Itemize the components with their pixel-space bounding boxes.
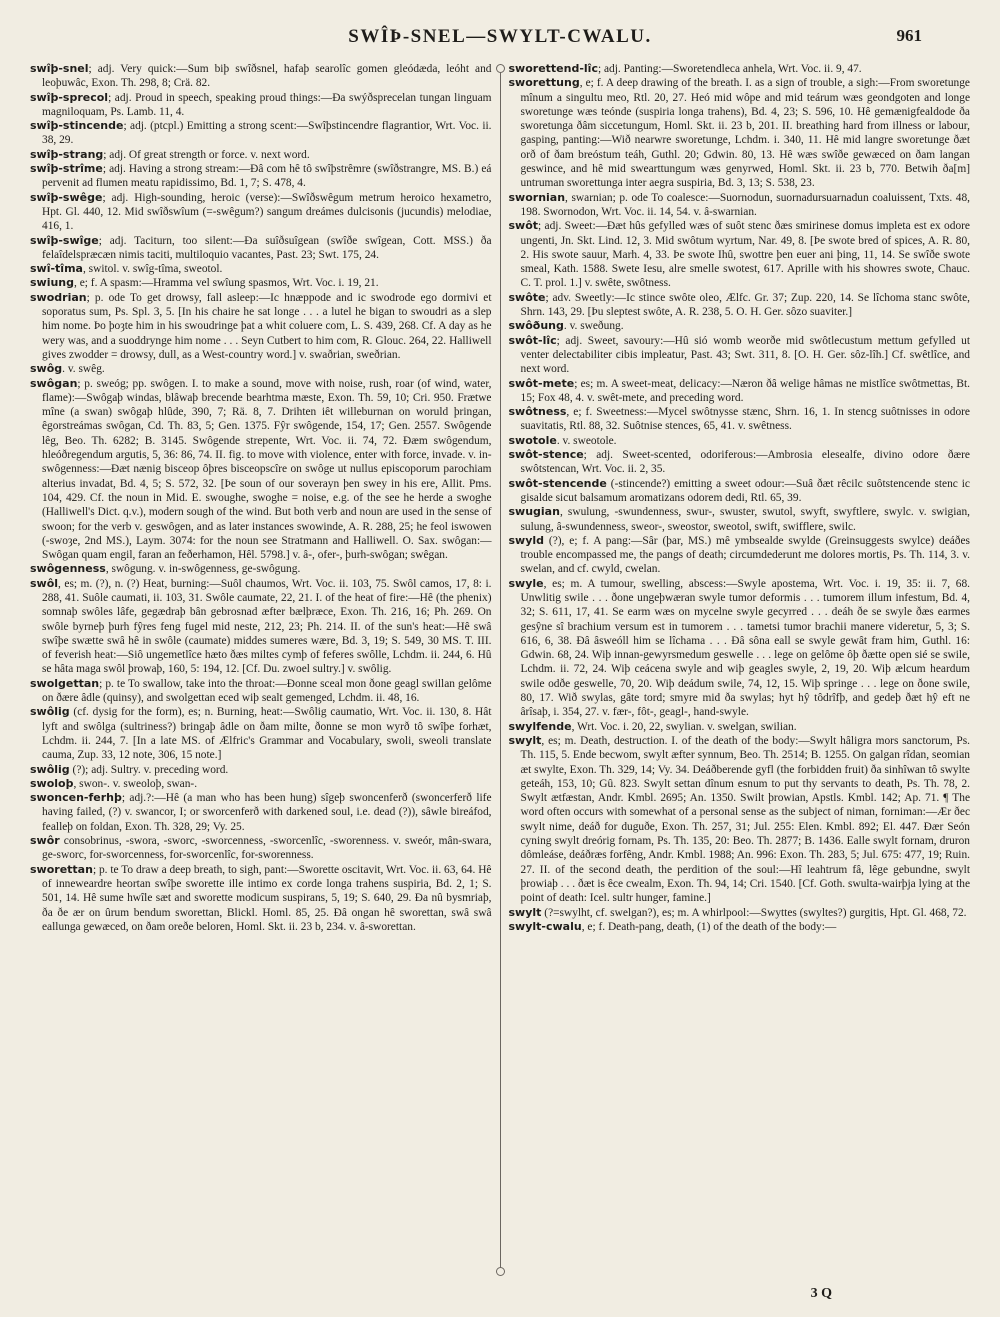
dictionary-entry [509,720,971,734]
entry-headword: swôt-stencende [508,476,607,490]
entry-headword: swôgan [30,376,78,390]
entry-definition: , e; f. Sweetness:—Mycel swôtnysse stænc, Shrn. 16, 1. In stencg suôtnisses in odore suavitatis, Rtl. 88, 32. Suôtnise stences, 65, 41. v. swêtness. [520,406,970,433]
entry-headword: swîþ-swêge [30,190,103,204]
entry-definition: ; p. ode To get drowsy, fall asleep:—Ic hnæppode and ic swodrode ego dormivi et soporatus sum, Ps. Spl. 3, 5. [In his chaire he sat longe . . . a lutel he bigan to swoudri as a slep him nome. Þo þoȝte him in his swoudringe þat a whit coluere com, L. S. 439, 268. Cf. A day as he wery was, and a suoddrynge him nome . . . Seyn Cutbert to him com, R. Glouc. 264, 22. Halliwell gives zwodder = drowsy, dull, as a West-country word.] v. swaðrian, sweðrian. [42,291,492,361]
dictionary-entry [30,276,492,290]
dictionary-entry [30,763,492,777]
dictionary-entry [509,291,971,320]
dictionary-entry [509,405,971,434]
entry-definition: ; p. sweóg; pp. swôgen. I. to make a sound, move with noise, rush, roar (of wind, water, flame):—Swôgaþ windas, blâwaþ brecende bearhtma mæste, Exon. Th. 59, 10; Cri. 950. Frætwe mîne (a swan) swôgaþ hlûde, 390, 7; Rä. 8, 7. Drihten iêt willeburnan on woruld þringan, êgorstreámas swôgan, Cd. Th. 83, 5; Gen. 1375. Fŷr swôgende, 154, 17; Gen. 2557. Swôgende lêg, Beo. Th. 6282; B. 3145. Swôgende strepente, Wrt. Voc. ii. 74, 72. Ðæm swôgendum, hleóðregendum argutis, 5, 36: 86, 74. II. fig. to move with violence, enter with force, invade. v. in-swôgenness:—Ðæt nænig bisceop ôþres bisceopscîre on swôge ut nullus episcoporum parochiam alterius invadat, Bd. 4, 5; S. 572, 32. [Þe soun of our soverayn þen swey in his ere, Allit. Pms. 104, 429. Cf. the noun in Mid. E. swoughe, swoghe = noise, e.g. of the see he herde a swoghe (Halliwell's Dict. q.v.), modern sough of the wind. But both verb and noun are used in the sense of swoon; for the verb v. geswôgen, and as later instances swowinde, A. R. 288, 25; he feol iswowen (-swoȝe, 2nd MS.), Laym. 3074: for the noun see Stratmann and Halliwell. O. Sax. swôgan:—Swôgan quam engil, faran an feðerhamon, Hêl. 5798.] v. â-, ofer-, þurh-swôgan; swêgan. [42,377,492,562]
entry-definition: , e; f. A spasm:—Hramma vel swîung spasmos, Wrt. Voc. i. 19, 21. [74,277,379,290]
entry-headword: swyle [508,576,544,590]
entry-definition: consobrinus, -swora, -sworc, -sworcenness, -sworcenlîc, -sworenness. v. sweór, mân-swara, ge-sworc, for-sworcenness, for-sworcenlîc, for-sworenness. [42,835,492,862]
dictionary-entry [30,362,492,376]
entry-headword: sworettend-lîc [508,62,598,75]
entry-headword: swylfende [508,719,572,733]
entry-definition: . v. sweðung. [563,320,624,333]
entry-definition: ; adv. Sweetly:—Ic stince swôte oleo, Ælfc. Gr. 37; Zup. 220, 14. Se lîchoma stanc swôte, Shrn. 143, 29. [Þu sleptest swôte, A. R. 238, 5. O. H. Ger. sôzo suaviter.] [520,291,970,319]
entry-definition: ; adj. (ptcpl.) Emitting a strong scent:—Swîþstincendre flagrantior, Wrt. Voc. ii. 38, 29. [42,120,492,147]
entry-headword: swiung [30,276,75,290]
dictionary-entry [30,148,492,162]
entry-headword: swyld [508,533,545,547]
entry-definition: ; adj. Panting:—Sworetendleca anhela, Wrt. Voc. ii. 9, 47. [597,63,862,75]
signature-mark: 3 Q [810,1286,832,1301]
dictionary-entry [509,62,971,76]
entry-headword: swîþ-strang [30,147,104,161]
entry-definition: , swon-. v. sweoloþ, swan-. [73,777,198,790]
entry-definition: , switol. v. swîg-tîma, sweotol. [82,263,223,276]
entry-definition: , es; m. A tumour, swelling, abscess:—Swyle apostema, Wrt. Voc. i. 19, 35: ii. 7, 68. Unwlitig swile . . . ðone ungeþwæran swyle tumor deformis . . . tumorem illum infestum, Bd. 4, 32; S. 611, 17, 41. Se earm wæs on mycelne swyle gecyrred . . . deáh ðe se swyle ðæs earmes gesŷne sî brachium versum est in tumorem . . . tametsi tumor brachii manere videretur, 5, 3; S. 616, 6, 38. Ðâ âsweóll him se lîchama . . . Ðâ sôna eall se swyle gewât fram him, Guthl. 16: Gdwin. 68, 24. Wiþ innan-gewyrsmedum geswelle . . . lege on gelôme ôþ ðætte open sié se swile, Lchdm. ii. 72, 24. Wiþ ceácena swyle and wiþ geagles swyle, 2, 19, 20. Wiþ ælcum heardum swile odðe geswelle, 70, 20. Wiþ deádum swile, 74, 12, 15. Wiþ springe . . . lege on ðone swile, 80, 17. Wið swylas, gâte tord; smyre mid ða swylas; hyt hŷ tôdrîfþ, and gedeþ ðæt hŷ eft ne ârîsaþ, i. 354, 27. v. fær-, fôt-, geagl-, hand-swyle. [520,577,970,719]
dictionary-entry [509,191,971,220]
entry-definition: ; p. te To swallow, take into the throat:—Ðonne sceal mon ðone geagl swillan gelôme on ðære âdle (quinsy), and swolgettan eced wiþ sealt gemenged, Lchdm. ii. 48, 16. [42,677,492,705]
entry-definition: , es; m. (?), n. (?) Heat, burning:—Suôl chaumos, Wrt. Voc. ii. 103, 75. Swôl camos, 17, 8: i. 288, 41. Suôle caumati, ii. 103, 31. Swôle caumate, 22, 21. I. of the heat of fire:—Hê (the phenix) somnaþ swôles lâfe, gegædraþ bân gebrosnad æfter bælþræce, Exon. Th. 216, 16; Ph. 269. On swôle byrneþ þurh fŷres feng fugel mid neste, 212, 23; Ph. 214. II. of the sun's heat:—Hê swâ swîþe swætte swâ hê in swôle (caumate) middes sumeres wære, Bd. 3, 19; S. 549, 30 MS. T. III. of feverish heat:—Siô ungemetlîce hæto ðæs miltes cymþ of feferes swôlle, Lchdm. ii. 244, 6. Hû se hâta maga swôl þrowaþ, 160, 5: 194, 12. [Cf. Du. zwoel sultry.] v. swôlig. [42,577,492,676]
dictionary-entry [509,906,971,920]
dictionary-entry [30,191,492,234]
entry-headword: swîþ-sprecol [30,90,109,104]
entry-headword: swîþ-stincende [30,119,124,133]
entry-definition: ; adj. Very quick:—Sum biþ swîðsnel, hafaþ searolîc gomen gleódæda, leóht and leoþuwâc, Exon. Th. 298, 8; Crä. 82. [42,63,492,90]
entry-definition: , swulung, -swundenness, swur-, swuster, swutol, swyft, swyftlere, swylc. v. swigian, sulung, â-swundenness, sweor-, sweostor, sweotol, swift, swifflere, swilc. [520,506,970,533]
entry-headword: sworettung [508,76,580,90]
dictionary-entry [30,577,492,677]
dictionary-entry [30,863,492,934]
entry-headword: swugian [508,505,560,519]
entry-definition: (-stincende?) emitting a sweet odour:—Suâ ðæt rêcilc suôtstencende stenc ic gisalde sicut balsamum aromatizans odorem dedi, Rtl. 65, 39. [520,477,970,504]
dictionary-entry [30,119,492,148]
entry-headword: swôte [508,290,546,304]
entry-definition: (?=swylht, cf. swelgan?), es; m. A whirlpool:—Swyttes (swyltes?) gurgitis, Hpt. Gl. 468, 72. [541,906,967,919]
entry-headword: swî-tîma [30,262,83,276]
dictionary-entry [509,219,971,290]
entry-definition: ; adj.?:—Hê (a man who has been hung) sîgeþ swoncenferð (swoncerferð life having failed, (?) v. swancor, I; or sworcenferð with darkened soul, i.e. dead (?)), sâwle bireáfod, fealleþ on foldan, Exon. Th. 328, 29; Vy. 25. [42,792,492,833]
entry-definition: . v. swêg. [62,363,105,376]
dictionary-entry [509,477,971,506]
dictionary-entry [509,434,971,448]
entry-headword: swôtness [508,405,567,419]
entry-definition: ; adj. Taciturn, too silent:—Ða suîðsuîgean (swîðe swîgean, Cott. MSS.) ða felaîdelspræcæn nimis taciti, multiloquio vacantes, Past. 23; Swt. 175, 24. [42,234,492,261]
entry-headword: swîþ-snel [30,62,89,75]
entry-headword: swôt-lîc [508,333,557,347]
dictionary-entry [30,91,492,120]
entry-headword: swylt [508,905,542,919]
entry-headword: swôt-stence [508,448,584,462]
dictionary-entry [30,677,492,706]
entry-definition: ; adj. Proud in speech, speaking proud things:—Ða swýðsprecelan tungan linguam magniloquam, Ps. Lamb. 11, 4. [42,91,492,118]
entry-definition: , e; f. Death-pang, death, (1) of the death of the body:— [581,920,837,933]
entry-headword: swoncen-ferhþ [30,791,122,805]
entry-definition: , e; f. A deep drawing of the breath. I. as a sign of trouble, a sigh:—From sworetunge mînum a singultu meo, Rtl. 20, 27. Heó mid wôpe and mid teárum wæs geondgoten and longe sworetunge wæs teónde (suspiria longa trahens), Bd. 4, 23; S. 596, 10. Hê gemænigfealdode ða sworetunga ðâm siccetungum, Homl. Skt. ii. 23 b, 201. II. breathing hard from illness or labour, gasping, panting:—Wið nearwre sworetunge, Lchdm. i. 340, 11. Hê mid langre sworetunge ðæt orð of ðam breóstum teáh, Guthl. 20; Gdwin. 80, 13. Hê wæs swîðe gewæced on ðam langan geswince, and hê mid swearttungum wæs genyrwed, Homl. Skt. ii. 23 b, 770. Betwih ða[m] untruman sworettunga inter aegra suspiria, Bd. 3, 13; S. 538, 23. [520,77,970,190]
entry-headword: swôðung [508,319,564,333]
entry-definition: ; es; m. A sweet-meat, delicacy:—Næron ðâ welige hâmas ne mistlîce swôtmettas, Bt. 15; Fox 48, 4. v. swêt-mete, and preceding word. [520,377,970,404]
dictionary-entry [509,920,971,934]
dictionary-entry [30,377,492,563]
entry-definition: (?), e; f. A pang:—Sâr (þar, MS.) mê ymbsealde swylde (Greinsuggests swylce) deáðes trouble encompassed me, the pangs of death; circumdederunt me dolores mortis, Ps. Th. 114, 3. v. swelan, and cf. cwyld, cwelan. [520,534,970,576]
entry-headword: swôt-mete [508,376,575,390]
dictionary-entry [30,791,492,834]
two-column-body [30,62,970,1280]
entry-definition: , swarnian; p. ode To coalesce:—Suornodun, suornadursuarnadun coaluissent, Txts. 48, 198. Swornodon, Wrt. Voc. ii. 14, 54. v. â-swarnian. [520,191,970,218]
dictionary-entry [509,505,971,534]
dictionary-entry [509,534,971,577]
entry-definition: ; adj. High-sounding, heroic (verse):—Swîðswêgum metrum heroico hexametro, Hpt. Gl. 440, 12. Mid swîðswîum (=-swêgum?) sangum dreámes dulcisonis (jucundis) melodiae, 416, 1. [42,191,492,233]
entry-headword: sworettan [30,862,93,876]
dictionary-entry [30,777,492,791]
left-column [30,62,500,1280]
dictionary-entry [509,319,971,333]
dictionary-entry [509,577,971,720]
entry-definition: (cf. dysig for the form), es; n. Burning, heat:—Swôlig caumatio, Wrt. Voc. ii. 130, 8. Hât lyft and swôlga (sultriness?) bringaþ âdle on ðam milte, ðonne se mon wyrð tô swîþe forhæt, Lchdm. ii. 244, 7. [In a late MS. of Ælfric's Grammar and Vocabulary, swoli, sweoli translate cauma, Zup. 33, 12 note, 306, 15 note.] [42,706,492,762]
entry-definition: ; adj. Sweet-scented, odoriferous:—Ambrosia elesealfe, divino odore ðære swôtstencan, Wrt. Voc. ii. 2, 35. [520,449,970,476]
page-number: 961 [896,26,922,45]
entry-definition: , Wrt. Voc. i. 20, 22, swylian. v. swelgan, swilian. [571,720,797,733]
dictionary-entry [30,262,492,276]
entry-headword: swoloþ [30,776,74,790]
entry-headword: swôt [508,219,539,233]
dictionary-entry [30,291,492,362]
dictionary-entry [30,834,492,863]
entry-headword: swotole [508,433,557,447]
entry-headword: swylt-cwalu [508,919,582,933]
dictionary-entry [30,62,492,91]
right-column [501,62,971,1280]
entry-definition: , swôgung. v. in-swôgenness, ge-swôgung. [105,563,301,576]
entry-headword: swôr [30,834,60,848]
entry-definition: (?); adj. Sultry. v. preceding word. [69,763,229,776]
dictionary-entry [509,448,971,477]
entry-headword: swôlig [30,705,70,719]
dictionary-entry [30,234,492,263]
entry-headword: swîþ-swîge [30,233,99,247]
dictionary-entry [30,562,492,576]
dictionary-entry [509,76,971,190]
dictionary-entry [30,162,492,191]
entry-headword: swôlig [30,762,70,776]
entry-definition: ; adj. Sweet, savoury:—Hû sió womb weorðe mid swôtlecustum mettum gefylled ut venter delectabiliter cibis impleatur, Past. 43; Swt. 311, 8. [O. H. Ger. sôz-lîh.] Cf. swêtlîce, and next word. [520,334,970,376]
dictionary-entry [509,334,971,377]
dictionary-entry [30,705,492,762]
column-divider [500,70,501,1270]
entry-definition: ; adj. Having a strong stream:—Ðâ com hê tô swîþstrêmre (swîðstrangre, MS. B.) eá pervenit ad flumen meatu rapidissimo, Bd. 1, 7; S. 478, 4. [42,163,492,190]
entry-definition: ; adj. Of great strength or force. v. next word. [103,148,310,161]
entry-headword: swîþ-strîme [30,162,103,176]
entry-headword: swolgettan [30,676,100,690]
entry-definition: ; adj. Sweet:—Ðæt hûs gefylled wæs of suôt stenc ðæs smirinese domus impleta est ex odore ungenti, Jn. Skt. Lind. 12, 3. Mid swôtum wyrtum, Nar. 49, 8. [Þe swote bred of spices, A. R. 80, 2. His swote sauur, Marh. 4, 33. Þe swote Ihû, swottre þen euer ani þing, 11, 14. Se swîðe swote smeal, Kath. 1588. Swete Iesu, alre smelle swotest, 617. Aprille with his showres swote, Chauc. C. T. prol. 1.] v. swête, swôtness. [520,220,970,290]
dictionary-entry [509,734,971,906]
entry-headword: swôl [30,576,59,590]
entry-headword: swornian [508,190,566,204]
page-header [0,26,1000,56]
entry-headword: swylt [508,733,542,747]
entry-definition: ; p. te To draw a deep breath, to sigh, pant:—Sworette oscitavit, Wrt. Voc. ii. 63, 64. Hê of inneweardre heortan swîþe sworette ille intimo ex corde longa trahens suspiria, Bd. 2, 1; S. 501, 14. Hê sume hwîle sæt and sworette modicum suspirans, 5, 19; S. 640, 29. Ða nû bysmriaþ, ða ðe ær on ûrum bendum sworettan, Blickl. Homl. 85, 25. Ðâ ongan hê sworettan, swâ swâ eallunga gewæced, on ðam oreðe beloren, Homl. Skt. ii. 23 b, 234. v. â-sworettan. [42,863,492,933]
entry-definition: , es; m. Death, destruction. I. of the death of the body:—Swylt hâligra mors sanctorum, Ps. Th. 115, 5. Ende becwom, swylt æfter synnum, Beo. Th. 2514; B. 1255. On galgan rîdan, seomian æt swylte, Exon. Th. 329, 14; Vy. 34. Deáðberende gyfl (the forbidden fruit) ða sinhîwan tô swylte geteáh, 153, 10; Gû. 823. Swylt settan dînum esnum to put thy servants to death, Ps. Th. 78, 2. Swylt ætfæstan, Andr. Kmbl. 2695; An. 1350. Swilt þrowian, Apstls. Kmbl. 142; Ap. 71. ¶ The word often occurs with somewhat of a personal sense as the subject of niman, forniman:—Ær ðec swylt nime, deáð for duguðe, Exon. Th. 257, 31; Jul. 255: Elen. Kmbl. 892; El. 447. Ðær Seón cyning swylt dreórig fornam, Ps. Th. 135, 20: Beo. Th. 2877; B. 1436. Ealle swylt fornam, druron dômleáse, deáðræs forfêng, Andr. Kmbl. 1988; An. 996: Exon. Th. 283, 5; Jul. 675: 477, 19; Ruin. 27. II. of the second death, the perdition of the soul:—Hî leahtrum fâ, lêge gebundne, swylt þrowiaþ . . . ðæt is êce cwealm, Exon. Th. 94, 14; Cri. 1540. [Cf. Goth. swulta-wairþja lying at the point of death: Icel. sultr hunger, famine.] [520,734,970,905]
dictionary-entry [509,377,971,406]
running-head: SWÎÞ-SNEL—SWYLT-CWALU. [348,26,652,47]
entry-headword: swôgenness [30,562,106,576]
entry-definition: . v. sweotole. [556,434,617,447]
entry-headword: swôg [30,362,63,376]
entry-headword: swodrian [30,290,87,304]
